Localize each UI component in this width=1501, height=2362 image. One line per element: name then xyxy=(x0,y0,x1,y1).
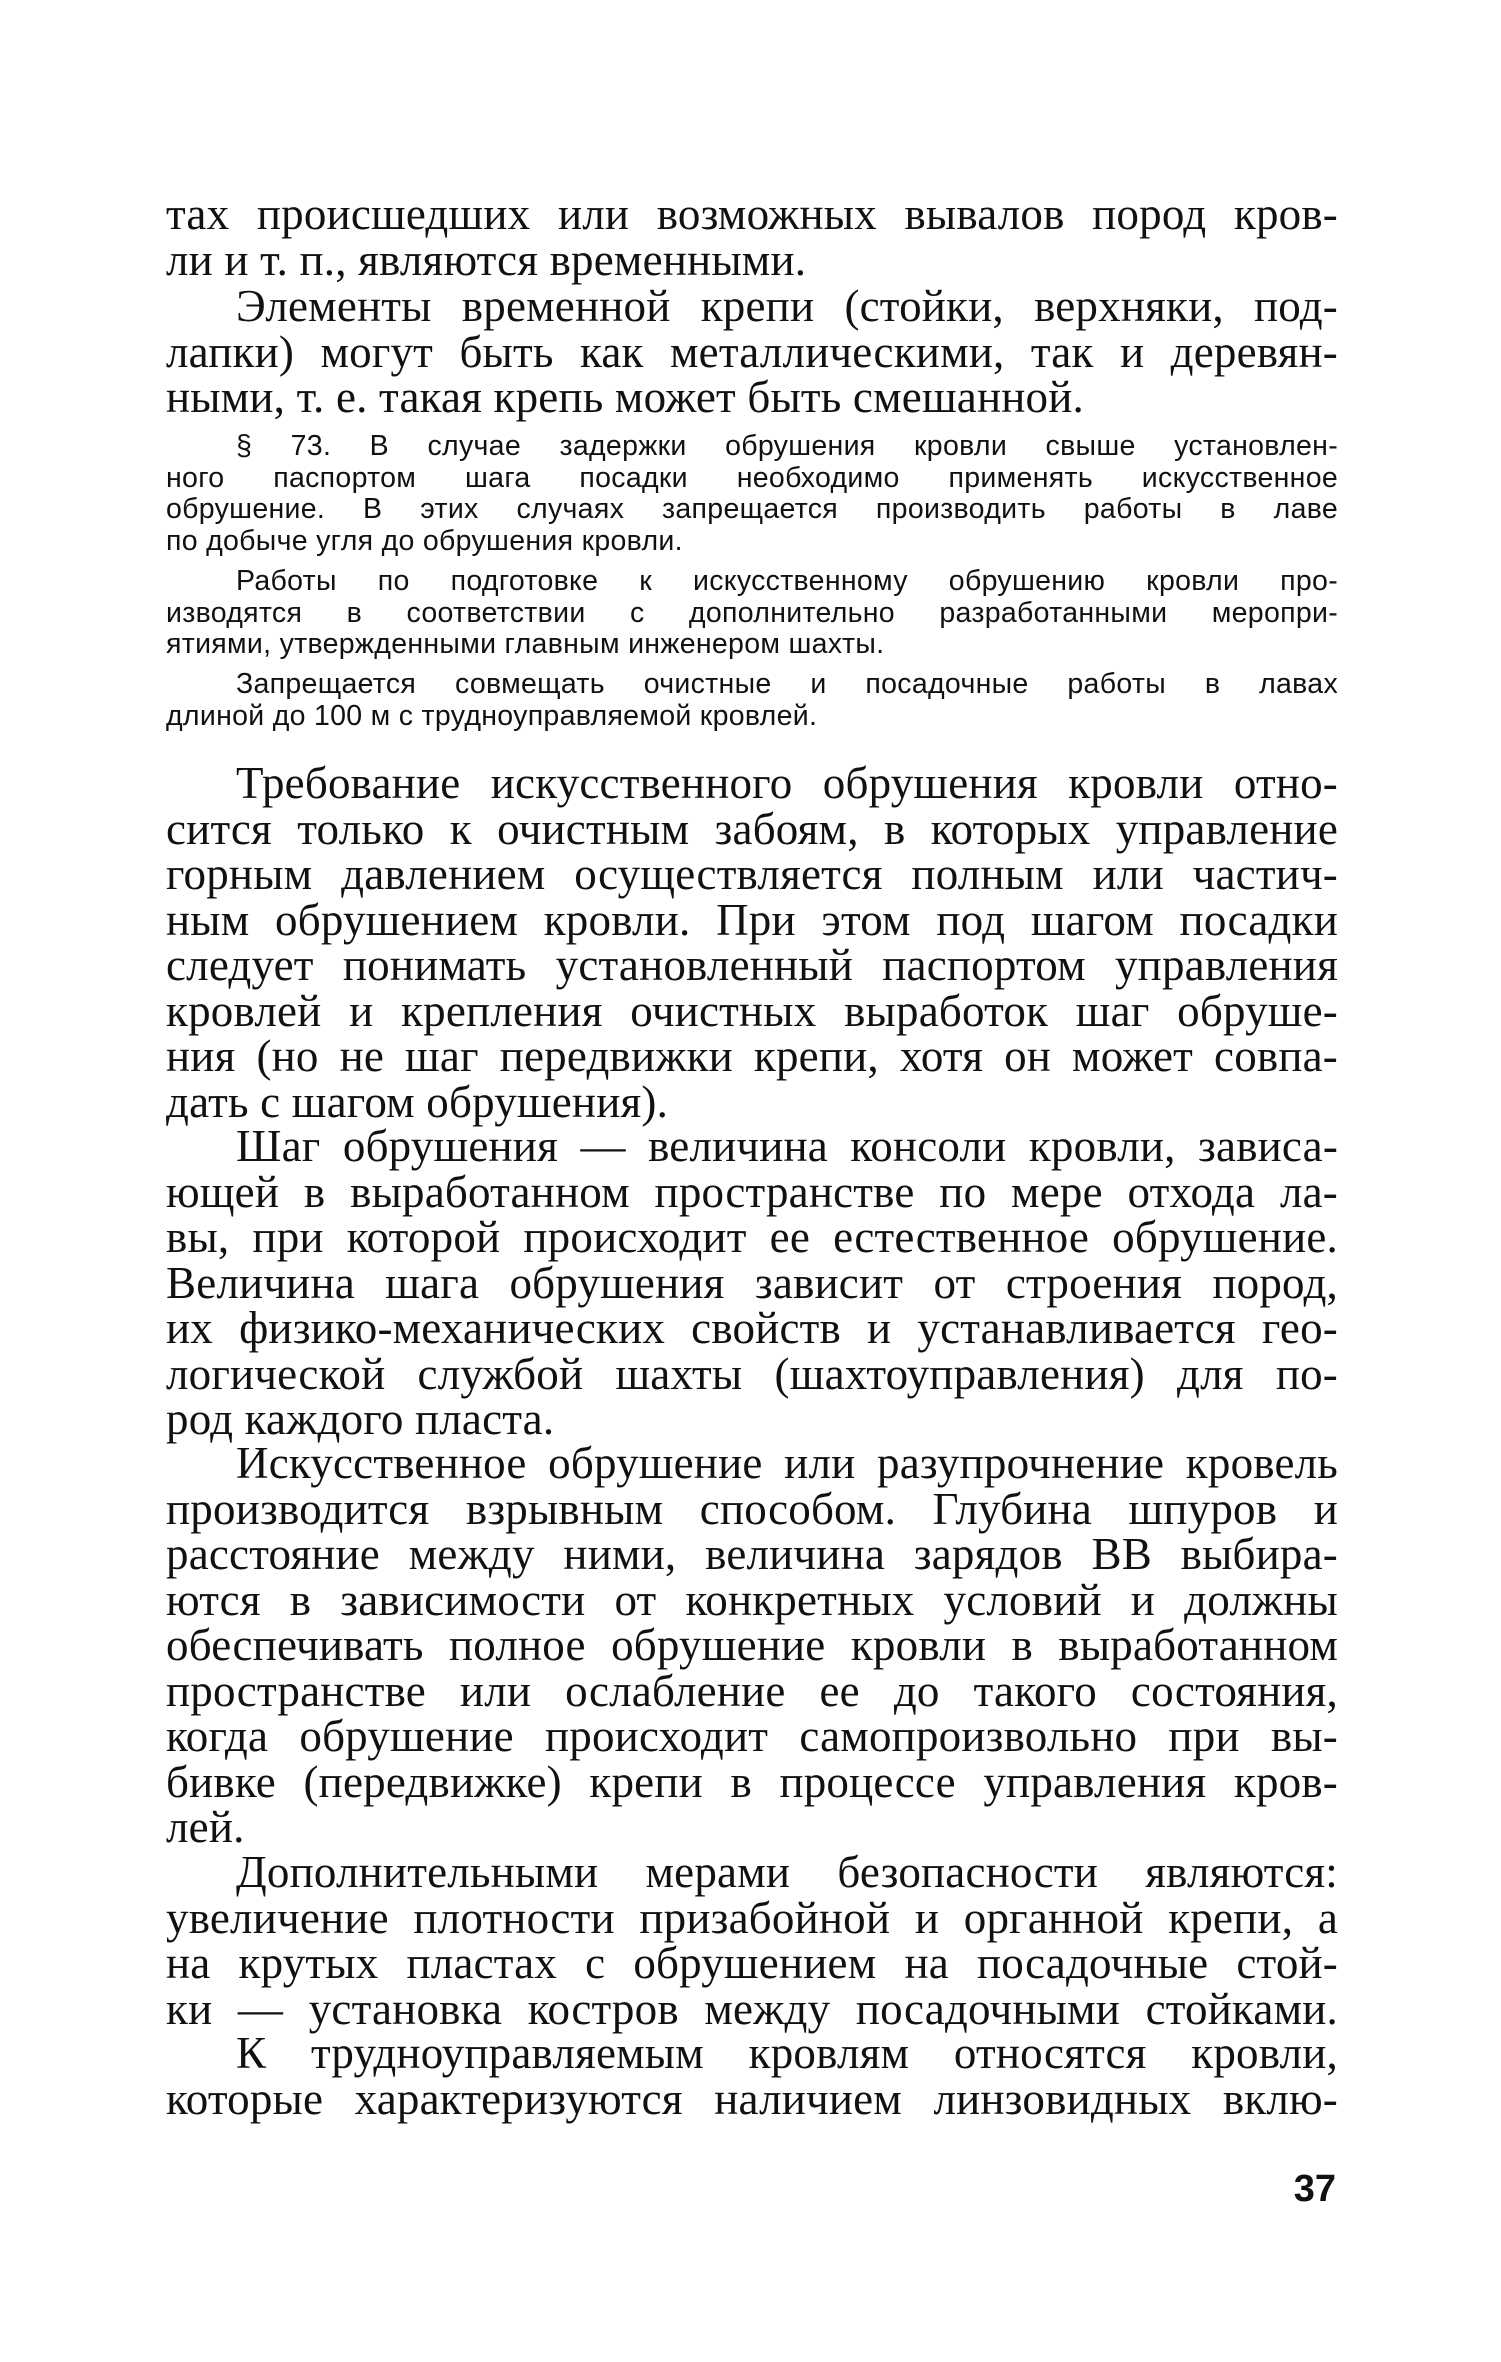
text-line: производится взрывным способом. Глубина шпуров и xyxy=(166,1483,1338,1534)
text-line: изводятся в соответствии с дополнительно разработанными меропри- xyxy=(166,596,1338,629)
paragraph-temporary-support xyxy=(166,281,1338,422)
text-line: Шаг обрушения — величина консоли кровли, зависа- xyxy=(236,1121,1338,1171)
text-line: лапки) могут быть как металлическими, так и деревян- xyxy=(166,326,1338,377)
text-line: ли и т. п., являются временными. xyxy=(166,234,807,285)
text-line: Работы по подготовке к искусственному обрушению кровли про- xyxy=(236,565,1338,597)
text-line: род каждого пласта. xyxy=(166,1394,555,1444)
text-line: § 73. В случае задержки обрушения кровли свыше установлен- xyxy=(236,430,1338,462)
text-line: вы, при которой происходит ее естественное обрушение. xyxy=(166,1212,1338,1262)
text-line: на крутых пластах с обрушением на посадочные стой- xyxy=(166,1938,1338,1988)
text-line: Запрещается совмещать очистные и посадочные работы в лавах xyxy=(236,668,1338,700)
text-line: дать с шагом обрушения). xyxy=(166,1076,669,1127)
text-line: обрушение. В этих случаях запрещается производить работы в лаве xyxy=(166,493,1338,525)
text-line: бивке (передвижке) крепи в процессе управления кров- xyxy=(166,1756,1338,1807)
text-line: когда обрушение происходит самопроизвольно при вы- xyxy=(166,1711,1338,1761)
paragraph-difficult-roofs xyxy=(166,2028,1338,2124)
rule-paragraph-preparation xyxy=(166,566,1338,661)
text-line: расстояние между ними, величина зарядов ВВ выбира- xyxy=(166,1529,1338,1579)
paragraph-safety-measures xyxy=(166,1847,1338,2034)
text-line: ятиями, утвержденными главным инженером шахты. xyxy=(166,628,885,660)
text-line: ным обрушением кровли. При этом под шагом посадки xyxy=(166,894,1338,945)
paragraph-requirement xyxy=(166,758,1338,1127)
text-line: ки — установка костров между посадочными стойками. xyxy=(166,1983,1338,2034)
text-line: логической службой шахты (шахтоуправления) для по- xyxy=(166,1348,1338,1399)
text-line: тах происшедших или возможных вывалов пород кров- xyxy=(166,189,1338,239)
text-line: горным давлением осуществляется полным или частич- xyxy=(166,849,1338,899)
text-line: ными, т. е. такая крепь может быть смешанной. xyxy=(166,372,1084,422)
text-line: пространстве или ослабление ее до такого состояния, xyxy=(166,1665,1338,1716)
text-line: сится только к очистным забоям, в которых управление xyxy=(166,803,1338,854)
text-line: по добыче угля до обрушения кровли. xyxy=(166,524,683,557)
text-line: Дополнительными мерами безопасности являются: xyxy=(236,1847,1338,1897)
text-line: Величина шага обрушения зависит от строения пород, xyxy=(166,1257,1338,1308)
paragraph-artificial-collapse xyxy=(166,1438,1338,1852)
text-line: кровлей и крепления очистных выработок шаг обруше- xyxy=(166,985,1338,1036)
paragraph-collapse-step xyxy=(166,1121,1338,1444)
text-line: Требование искусственного обрушения кровли отно- xyxy=(236,758,1338,808)
text-line: ного паспортом шага посадки необходимо применять искусственное xyxy=(166,461,1338,494)
text-line: обеспечивать полное обрушение кровли в выработанном xyxy=(166,1620,1338,1670)
rule-paragraph-73 xyxy=(166,431,1338,557)
text-line: их физико-механических свойств и устанавливается гео- xyxy=(166,1303,1338,1353)
text-line: Искусственное обрушение или разупрочнение кровель xyxy=(236,1438,1338,1488)
page-number: 37 xyxy=(1293,2168,1336,2210)
text-line: которые характеризуются наличием линзовидных вклю- xyxy=(166,2073,1338,2124)
text-line: ния (но не шаг передвижки крепи, хотя он может совпа- xyxy=(166,1031,1338,1081)
text-line: увеличение плотности призабойной и органной крепи, а xyxy=(166,1892,1338,1943)
text-line: следует понимать установленный паспортом управления xyxy=(166,940,1338,990)
text-line: лей. xyxy=(166,1802,245,1852)
text-line: длиной до 100 м с трудноуправляемой кровлей. xyxy=(166,699,818,732)
rule-paragraph-prohibition xyxy=(166,669,1338,732)
paragraph-continuation xyxy=(166,189,1338,285)
text-line: Элементы временной крепи (стойки, верхняки, под- xyxy=(236,281,1338,331)
text-line: ющей в выработанном пространстве по мере отхода ла- xyxy=(166,1166,1338,1217)
text-line: К трудноуправляемым кровлям относятся кровли, xyxy=(236,2028,1338,2078)
text-line: ются в зависимости от конкретных условий и должны xyxy=(166,1574,1338,1625)
